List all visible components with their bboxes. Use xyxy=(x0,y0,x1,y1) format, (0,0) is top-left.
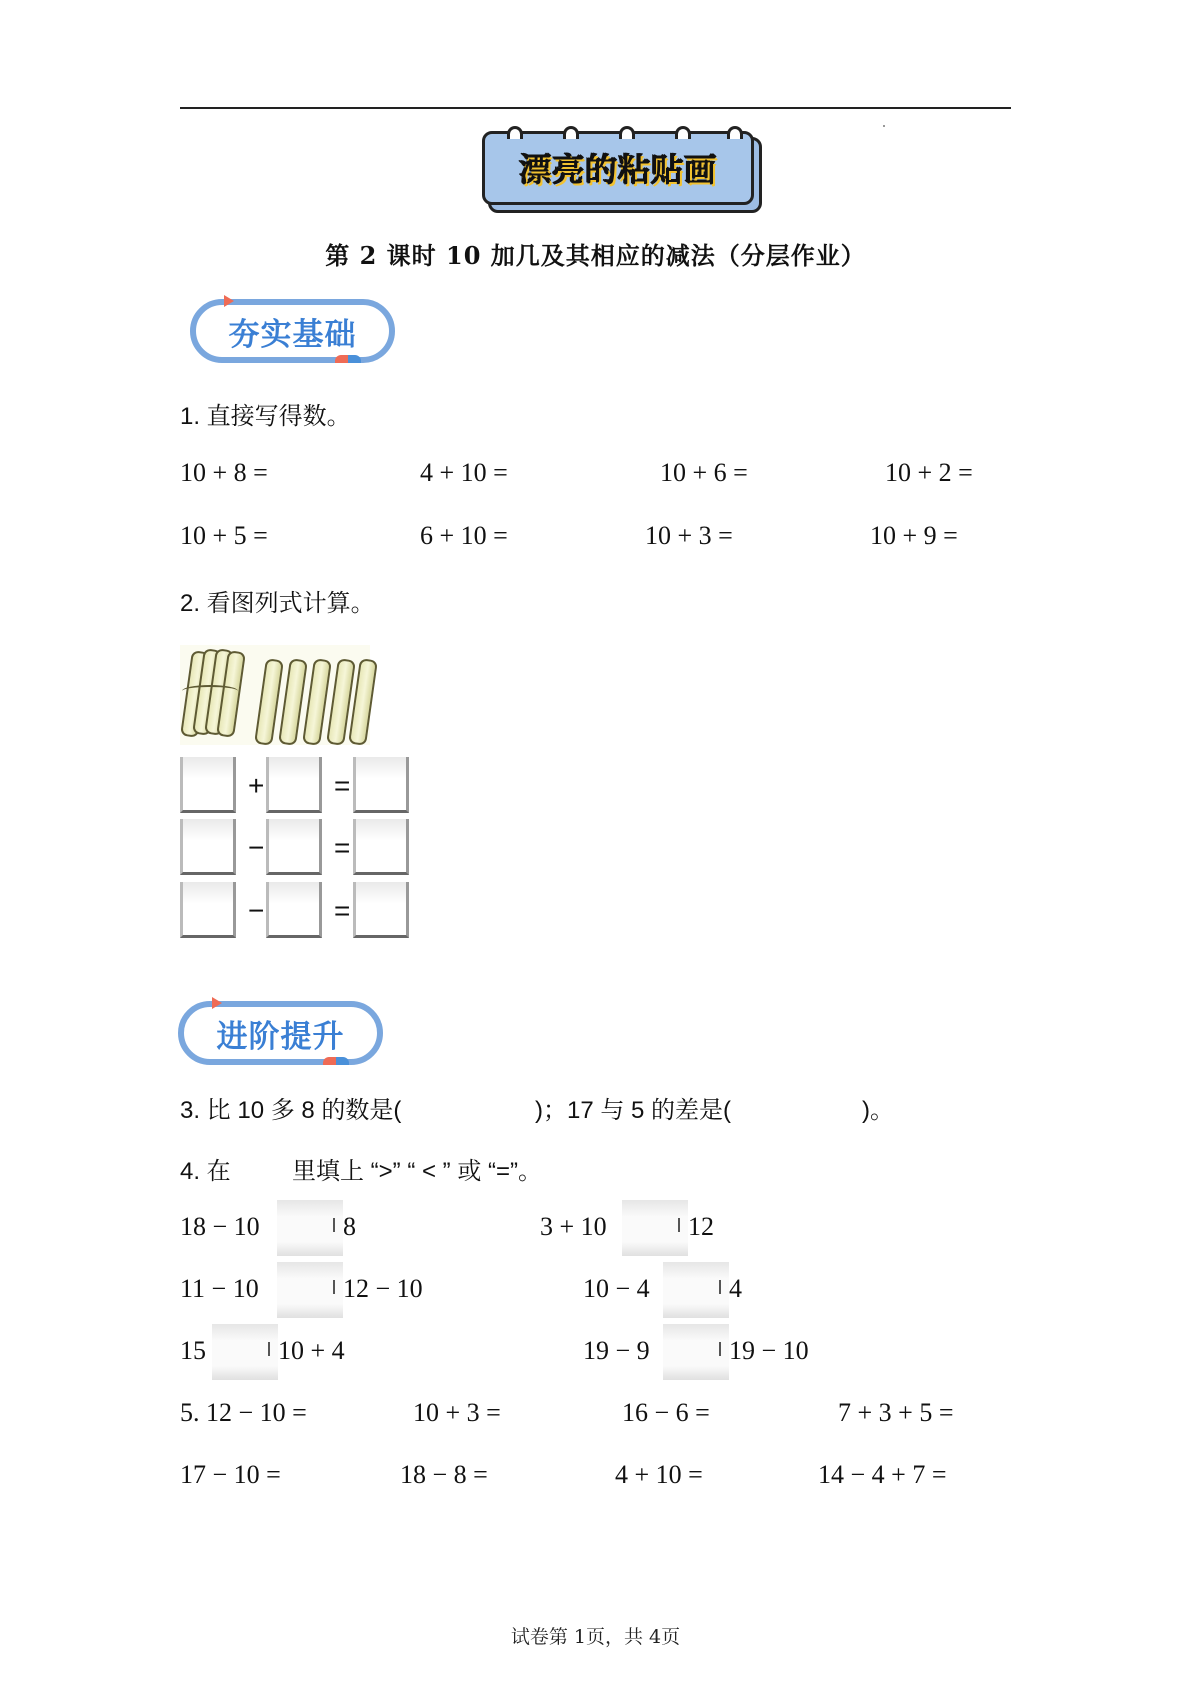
banner-face xyxy=(482,131,754,205)
q1-expr: 10 + 8 = xyxy=(180,458,268,487)
answer-box[interactable] xyxy=(353,757,409,813)
cmp-right: 19 − 10 xyxy=(729,1336,809,1365)
answer-box[interactable] xyxy=(180,819,236,875)
q3-text-3: )。 xyxy=(862,1097,894,1124)
bundle-tie xyxy=(182,685,238,697)
q1-prompt: 1. 直接写得数。 xyxy=(180,403,351,430)
answer-box[interactable] xyxy=(180,882,236,938)
answer-box[interactable] xyxy=(266,819,322,875)
q5-expr: 16 − 6 = xyxy=(622,1398,710,1427)
page-footer: 试卷第 1页，共 4页 xyxy=(510,1626,681,1648)
compare-box[interactable] xyxy=(622,1200,688,1256)
q1-expr: 10 + 6 = xyxy=(660,458,748,487)
section-label: 夯实基础 xyxy=(228,316,357,353)
binder-ring-icon xyxy=(507,126,523,139)
compare-box[interactable] xyxy=(663,1324,729,1380)
sticks-image xyxy=(180,645,370,745)
compare-box[interactable] xyxy=(212,1324,278,1380)
q5-expr: 14 − 4 + 7 = xyxy=(818,1460,947,1489)
title-banner xyxy=(482,131,758,207)
cmp-left: 3 + 10 xyxy=(540,1212,607,1241)
operator: = xyxy=(334,770,351,801)
operator: − xyxy=(248,832,265,863)
cmp-left: 18 − 10 xyxy=(180,1212,260,1241)
binder-ring-icon xyxy=(619,126,635,139)
lesson-subtitle: 第 2 课时 10 加几及其相应的减法（分层作业） xyxy=(325,241,866,270)
answer-box[interactable] xyxy=(180,757,236,813)
operator: = xyxy=(334,832,351,863)
q1-expr: 10 + 9 = xyxy=(870,521,958,550)
cmp-right: 12 xyxy=(688,1212,714,1241)
q4-prompt-a: 4. 在 xyxy=(180,1158,231,1185)
binder-ring-icon xyxy=(727,126,743,139)
binder-ring-icon xyxy=(675,126,691,139)
section-badge-basic xyxy=(190,299,395,363)
answer-box[interactable] xyxy=(353,882,409,938)
answer-box[interactable] xyxy=(266,757,322,813)
decoration-icon xyxy=(335,355,361,363)
q1-expr: 10 + 5 = xyxy=(180,521,268,550)
answer-box[interactable] xyxy=(353,819,409,875)
section-label: 进阶提升 xyxy=(216,1018,345,1055)
q3-text-1: 3. 比 10 多 8 的数是( xyxy=(180,1097,402,1124)
operator: = xyxy=(334,895,351,926)
speck xyxy=(883,125,885,127)
cmp-right: 8 xyxy=(343,1212,356,1241)
q2-prompt: 2. 看图列式计算。 xyxy=(180,590,375,617)
flag-icon xyxy=(224,295,234,307)
q5-expr: 4 + 10 = xyxy=(615,1460,703,1489)
q5-expr: 7 + 3 + 5 = xyxy=(838,1398,954,1427)
decoration-icon xyxy=(323,1057,349,1065)
cmp-left: 15 xyxy=(180,1336,206,1365)
operator: + xyxy=(248,770,265,801)
q5-expr: 5. 12 − 10 = xyxy=(180,1398,307,1427)
banner-title: 漂亮的粘贴画 xyxy=(518,151,717,189)
q1-expr: 4 + 10 = xyxy=(420,458,508,487)
q4-prompt-b: 里填上 “>” “ < ” 或 “=”。 xyxy=(292,1158,543,1185)
cmp-left: 11 − 10 xyxy=(180,1274,259,1303)
flag-icon xyxy=(212,997,222,1009)
operator: − xyxy=(248,895,265,926)
q5-expr: 18 − 8 = xyxy=(400,1460,488,1489)
compare-box[interactable] xyxy=(663,1262,729,1318)
q1-expr: 10 + 2 = xyxy=(885,458,973,487)
answer-box[interactable] xyxy=(266,882,322,938)
cmp-left: 10 − 4 xyxy=(583,1274,650,1303)
compare-box[interactable] xyxy=(277,1200,343,1256)
q1-expr: 6 + 10 = xyxy=(420,521,508,550)
q3-text-2: )；17 与 5 的差是( xyxy=(535,1097,732,1124)
binder-ring-icon xyxy=(563,126,579,139)
cmp-right: 4 xyxy=(729,1274,742,1303)
q1-expr: 10 + 3 = xyxy=(645,521,733,550)
cmp-right: 12 − 10 xyxy=(343,1274,423,1303)
section-badge-advanced xyxy=(178,1001,383,1065)
cmp-left: 19 − 9 xyxy=(583,1336,650,1365)
q5-expr: 17 − 10 = xyxy=(180,1460,281,1489)
q5-expr: 10 + 3 = xyxy=(413,1398,501,1427)
compare-box[interactable] xyxy=(277,1262,343,1318)
header-rule xyxy=(180,107,1011,109)
cmp-right: 10 + 4 xyxy=(278,1336,345,1365)
